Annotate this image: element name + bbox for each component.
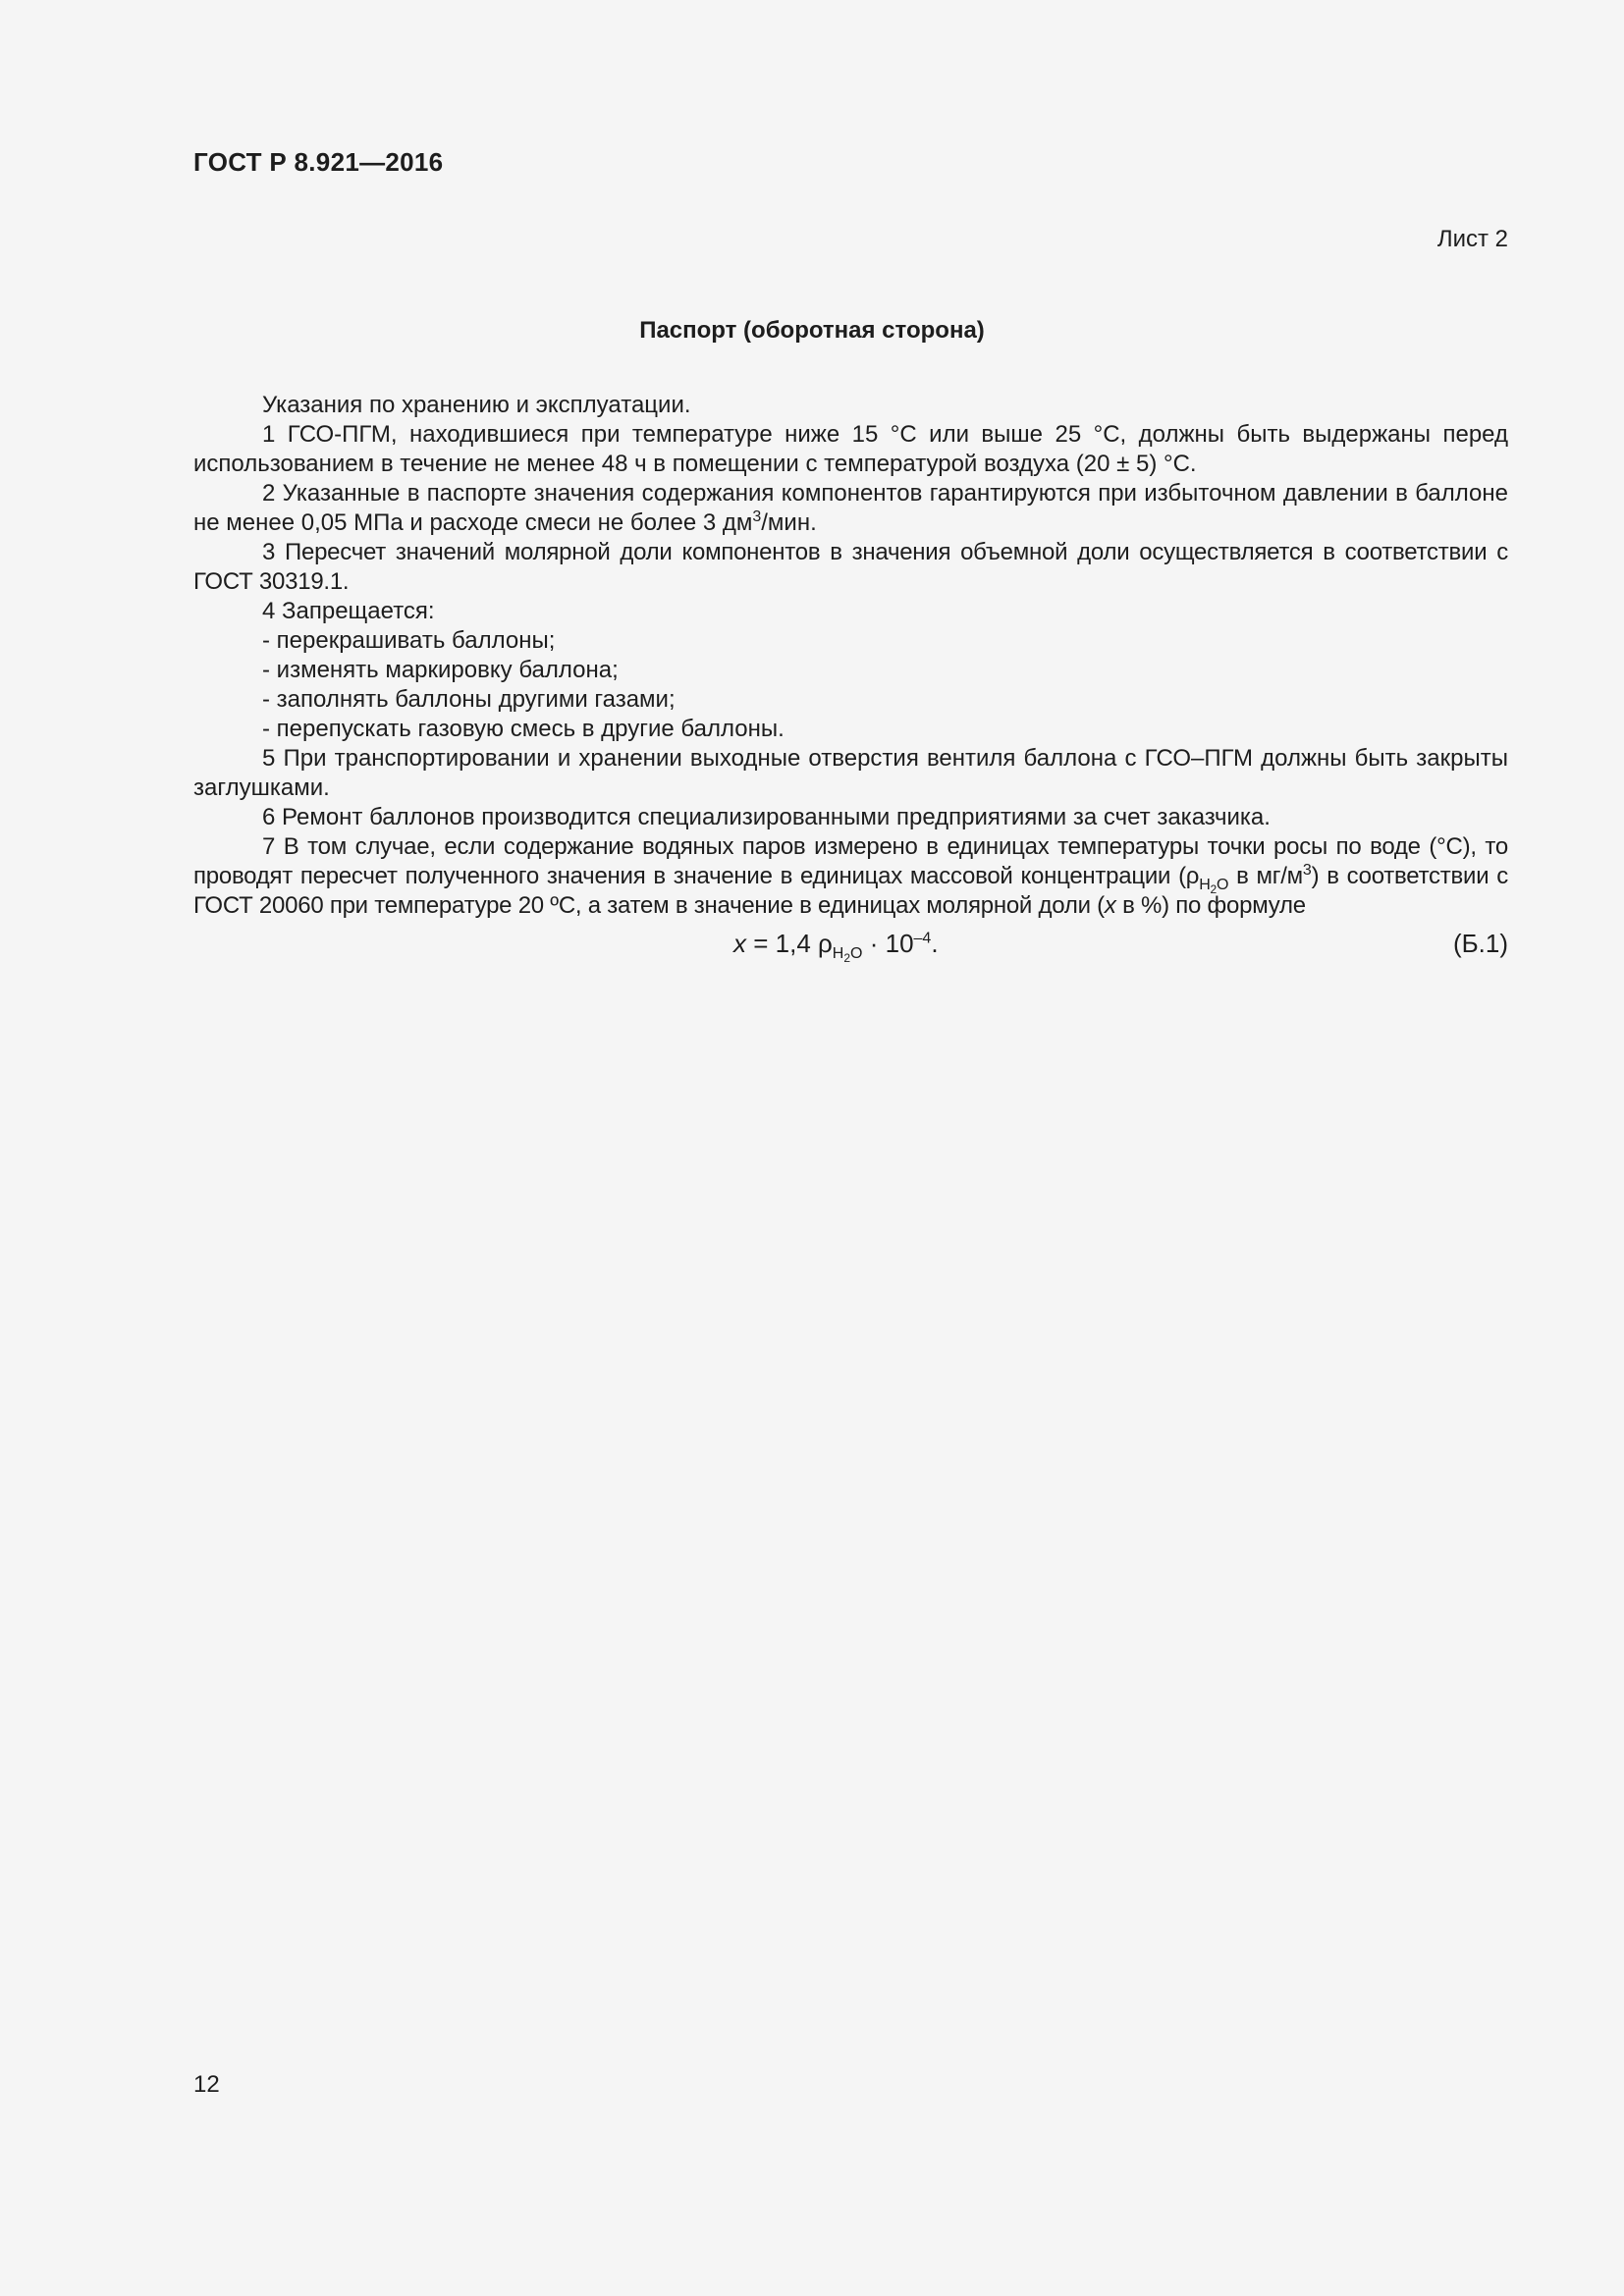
formula-sub-2: 2 — [843, 951, 851, 966]
sheet-label: Лист 2 — [1436, 226, 1508, 252]
paragraph-7-end: в %) по формуле — [1115, 892, 1306, 919]
paragraph-6: 6 Ремонт баллонов производится специализированными предприятиями за счет заказчика. — [262, 804, 1271, 830]
paragraph-7 — [193, 832, 1508, 921]
formula-end: . — [931, 929, 939, 958]
formula-exponent: –4 — [913, 930, 932, 947]
paragraph-2-text: 2 Указанные в паспорте значения содержания компонентов гарантируются при избыточном давлении в баллоне не менее 0,05 МПа и расходе смеси не более 3 дм — [193, 480, 1508, 536]
superscript: 3 — [752, 508, 762, 525]
paragraph-3: 3 Пересчет значений молярной доли компонентов в значения объемной доли осуществляется в соответствии с ГОСТ 30319.1. — [193, 539, 1508, 595]
paragraph-4: 4 Запрещается: — [262, 598, 435, 624]
page-number: 12 — [193, 2071, 220, 2098]
paragraph-1: 1 ГСО-ПГМ, находившиеся при температуре ниже 15 °С или выше 25 °С, должны быть выдержаны перед использованием в течение не менее 48 ч в помещении с температурой воздуха (20 ± 5) °С. — [193, 421, 1508, 477]
equation-number: (Б.1) — [1452, 929, 1508, 958]
formula-multiplier: · 10 — [862, 929, 914, 958]
paragraph-intro: Указания по хранению и эксплуатации. — [262, 392, 691, 418]
formula-sub-o: O — [850, 945, 863, 963]
list-item: - перепускать газовую смесь в другие баллоны. — [262, 716, 785, 742]
formula-variable: x — [733, 929, 746, 958]
list-item: - изменять маркировку баллона; — [262, 657, 619, 683]
formula — [733, 923, 939, 964]
subscript-o: O — [1216, 876, 1229, 893]
document-body — [193, 391, 1508, 964]
formula-subscript — [832, 945, 863, 966]
subscript-2: 2 — [1210, 881, 1217, 896]
document-code: ГОСТ Р 8.921—2016 — [193, 147, 444, 177]
paragraph-2 — [193, 479, 1508, 538]
formula-expression: = 1,4 ρ — [746, 929, 833, 958]
list-item: - заполнять баллоны другими газами; — [262, 686, 676, 713]
paragraph-2-end: /мин. — [761, 509, 817, 536]
paragraph-7-units: в мг/м — [1228, 863, 1303, 889]
section-title: Паспорт (оборотная сторона) — [639, 317, 985, 344]
formula-sub-h: H — [832, 945, 844, 963]
subscript-h: H — [1199, 876, 1211, 893]
superscript: 3 — [1302, 862, 1312, 879]
subscript — [1199, 876, 1229, 896]
variable-x: x — [1104, 892, 1116, 919]
formula-row — [193, 923, 1508, 964]
paragraph-7-cont: ) в соответствии с ГОСТ 20060 при температуре 20 ºС, а затем в значение в единицах молярной доли ( — [193, 863, 1508, 919]
paragraph-5: 5 При транспортировании и хранении выходные отверстия вентиля баллона с ГСО–ПГМ должны быть закрыты заглушками. — [193, 745, 1508, 801]
list-item: - перекрашивать баллоны; — [262, 627, 556, 654]
paragraph-7-text: 7 В том случае, если содержание водяных паров измерено в единицах температуры точки росы по воде (°С), то проводят пересчет полученного значения в значение в единицах массовой концентрации (ρ — [193, 833, 1508, 889]
